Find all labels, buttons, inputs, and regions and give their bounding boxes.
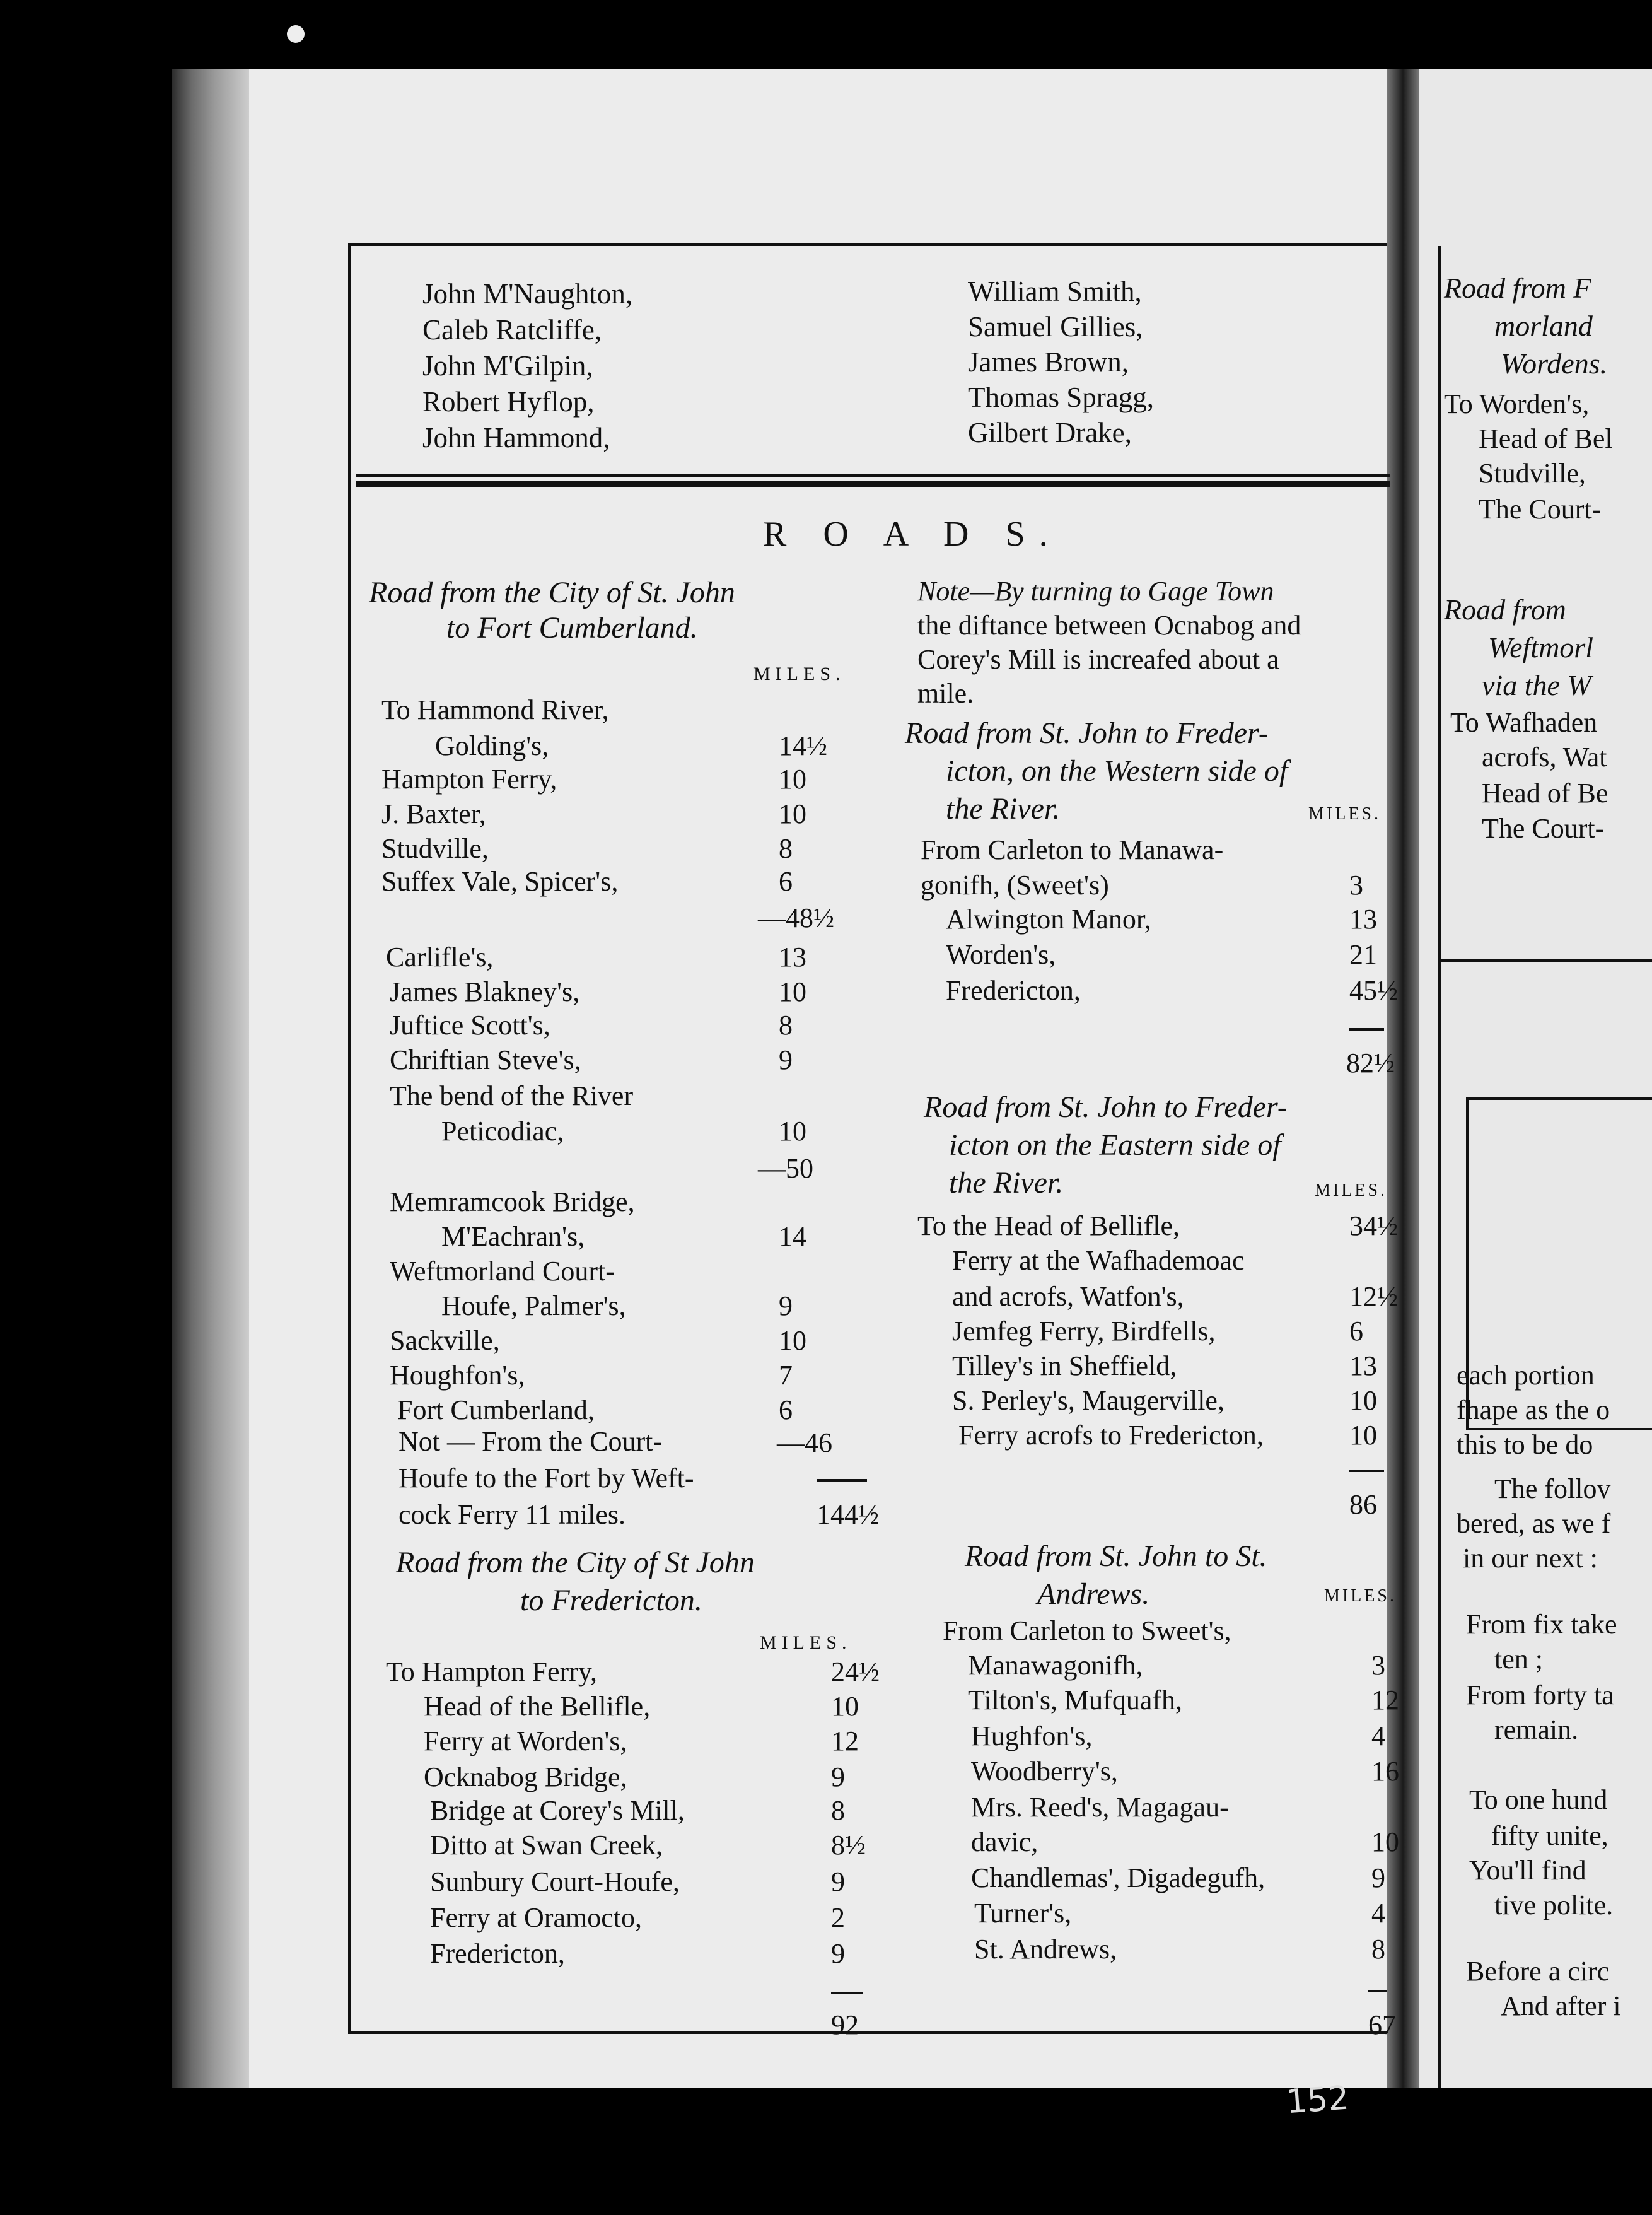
road-place: Tilton's, Mufquafh, bbox=[968, 1685, 1183, 1715]
name: John M'Gilpin, bbox=[422, 350, 593, 382]
miles-value: 24½ bbox=[831, 1656, 880, 1687]
next-page-text: remain. bbox=[1494, 1714, 1579, 1745]
miles-value: 8½ bbox=[831, 1830, 866, 1861]
miles-label: MILES. bbox=[1315, 1181, 1387, 1200]
road-heading: the River. bbox=[946, 792, 1061, 826]
road-place: Sunbury Court-Houfe, bbox=[430, 1866, 680, 1897]
road-place: Ocknabog Bridge, bbox=[424, 1762, 627, 1792]
miles-value: 3 bbox=[1349, 870, 1363, 901]
miles-label: MILES. bbox=[753, 663, 846, 684]
road-place: Ferry acrofs to Fredericton, bbox=[958, 1420, 1264, 1451]
road-note: Corey's Mill is increafed about a bbox=[917, 644, 1279, 675]
road-place: Juftice Scott's, bbox=[390, 1010, 550, 1041]
road-place: M'Eachran's, bbox=[441, 1221, 585, 1252]
road-place: To Hampton Ferry, bbox=[386, 1656, 598, 1687]
road-place: Bridge at Corey's Mill, bbox=[430, 1795, 685, 1826]
road-place: S. Perley's, Maugerville, bbox=[952, 1385, 1224, 1416]
next-page-text: From forty ta bbox=[1466, 1680, 1614, 1710]
double-rule-top bbox=[356, 474, 1390, 477]
road-note: mile. bbox=[917, 678, 974, 709]
miles-label: MILES. bbox=[1308, 804, 1381, 824]
miles-value: 10 bbox=[779, 976, 806, 1007]
road-note: Note—By turning to Gage Town bbox=[917, 576, 1274, 607]
road-place: Studville, bbox=[381, 833, 489, 864]
total-value: 67 bbox=[1368, 2009, 1396, 2040]
miles-value: 10 bbox=[779, 764, 806, 795]
miles-value: 9 bbox=[779, 1044, 793, 1075]
miles-value: 4 bbox=[1371, 1721, 1385, 1751]
road-heading: Road from St. John to Freder- bbox=[905, 716, 1269, 750]
road-place: Carlifle's, bbox=[386, 942, 494, 973]
miles-value: 13 bbox=[779, 942, 806, 973]
next-page-text: The Court- bbox=[1479, 494, 1602, 525]
road-place: Suffex Vale, Spicer's, bbox=[381, 866, 619, 897]
miles-value: 6 bbox=[779, 1394, 793, 1425]
next-page-text: To Wafhaden bbox=[1450, 707, 1598, 738]
road-place: The bend of the River bbox=[390, 1080, 634, 1111]
name: Robert Hyflop, bbox=[422, 386, 595, 418]
miles-value: 6 bbox=[1349, 1316, 1363, 1347]
next-page-text: this to be do bbox=[1457, 1429, 1593, 1460]
total-value: 92 bbox=[831, 2009, 859, 2040]
name: James Brown, bbox=[968, 346, 1129, 378]
road-place: Ferry at the Wafhademoac bbox=[952, 1245, 1245, 1276]
next-page-text: Before a circ bbox=[1466, 1956, 1610, 1987]
road-place: Hughfon's, bbox=[971, 1721, 1093, 1751]
miles-value: 14 bbox=[779, 1221, 806, 1252]
road-heading: icton, on the Western side of bbox=[946, 754, 1288, 788]
road-place: Woodberry's, bbox=[971, 1756, 1118, 1787]
miles-value: 9 bbox=[1371, 1862, 1385, 1893]
road-place: Ditto at Swan Creek, bbox=[430, 1830, 663, 1861]
miles-value: 7 bbox=[779, 1360, 793, 1391]
next-page-text: tive polite. bbox=[1494, 1890, 1614, 1920]
road-place: Alwington Manor, bbox=[946, 904, 1151, 935]
sum-rule bbox=[1349, 1470, 1384, 1472]
road-place: Fredericton, bbox=[430, 1938, 565, 1969]
road-note: Not — From the Court- bbox=[398, 1426, 662, 1457]
sum-rule bbox=[1368, 1990, 1387, 1992]
road-place: From Carleton to Manawa- bbox=[921, 834, 1224, 865]
miles-value: 4 bbox=[1371, 1898, 1385, 1929]
road-place: gonifh, (Sweet's) bbox=[921, 870, 1109, 901]
section-title: R O A D S. bbox=[763, 515, 1062, 554]
miles-value: 8 bbox=[779, 833, 793, 864]
road-heading: Road from St. John to Freder- bbox=[924, 1090, 1288, 1124]
road-place: J. Baxter, bbox=[381, 798, 486, 829]
road-place: From Carleton to Sweet's, bbox=[943, 1615, 1231, 1646]
road-place: To the Head of Bellifle, bbox=[917, 1210, 1180, 1241]
subtotal-value: —50 bbox=[758, 1153, 813, 1184]
next-page-text: fifty unite, bbox=[1491, 1820, 1608, 1851]
miles-value: 13 bbox=[1349, 1350, 1377, 1381]
miles-value: 6 bbox=[779, 866, 793, 897]
miles-value: 10 bbox=[779, 798, 806, 829]
next-page-text: bered, as we f bbox=[1457, 1508, 1611, 1539]
road-place: Turner's, bbox=[974, 1898, 1072, 1929]
next-page-text: acrofs, Wat bbox=[1482, 742, 1607, 773]
road-place: James Blakney's, bbox=[390, 976, 580, 1007]
next-page-text: To Worden's, bbox=[1444, 389, 1590, 419]
road-place: and acrofs, Watfon's, bbox=[952, 1281, 1184, 1312]
road-place: Worden's, bbox=[946, 939, 1056, 970]
miles-value: 10 bbox=[1349, 1385, 1377, 1416]
next-page-text: You'll find bbox=[1469, 1855, 1586, 1886]
road-place: Ferry at Worden's, bbox=[424, 1726, 627, 1756]
road-heading: icton on the Eastern side of bbox=[949, 1128, 1281, 1162]
road-place: Memramcook Bridge, bbox=[390, 1186, 635, 1217]
miles-value: 9 bbox=[779, 1290, 793, 1321]
next-page-text: Studville, bbox=[1479, 458, 1586, 489]
next-page-text: Head of Bel bbox=[1479, 423, 1613, 454]
miles-value: 10 bbox=[779, 1116, 806, 1147]
next-page-frame bbox=[1438, 246, 1441, 2088]
miles-value: 34½ bbox=[1349, 1210, 1398, 1241]
road-heading: the River. bbox=[949, 1166, 1064, 1200]
miles-value: 21 bbox=[1349, 939, 1377, 970]
sum-rule bbox=[831, 1992, 863, 1994]
next-page-text: ten ; bbox=[1494, 1644, 1543, 1674]
sum-rule bbox=[1349, 1028, 1384, 1031]
road-place: Jemfeg Ferry, Birdfells, bbox=[952, 1316, 1216, 1347]
miles-value: 12½ bbox=[1349, 1281, 1398, 1312]
road-heading: Road from the City of St. John bbox=[369, 576, 735, 609]
miles-value: 13 bbox=[1349, 904, 1377, 935]
miles-value: 8 bbox=[1371, 1934, 1385, 1965]
next-page-text: Head of Be bbox=[1482, 778, 1608, 809]
miles-value: 10 bbox=[831, 1691, 859, 1722]
road-note: Houfe to the Fort by Weft- bbox=[398, 1463, 694, 1493]
road-note: the diftance between Ocnabog and bbox=[917, 610, 1301, 641]
road-place: Sackville, bbox=[390, 1325, 500, 1356]
road-place: Mrs. Reed's, Magagau- bbox=[971, 1792, 1229, 1823]
miles-value: 10 bbox=[779, 1325, 806, 1356]
miles-label: MILES. bbox=[1324, 1586, 1397, 1606]
road-place: Houghfon's, bbox=[390, 1360, 525, 1391]
road-place: davic, bbox=[971, 1826, 1038, 1857]
next-page-heading: Road from bbox=[1444, 593, 1566, 626]
next-page-text: The follov bbox=[1494, 1473, 1611, 1504]
miles-value: 2 bbox=[831, 1902, 845, 1933]
name: Thomas Spragg, bbox=[968, 382, 1154, 413]
double-rule-bottom bbox=[356, 481, 1390, 487]
corner-mark bbox=[287, 25, 305, 43]
subtotal-value: —48½ bbox=[758, 903, 834, 933]
name: John M'Naughton, bbox=[422, 278, 633, 310]
next-page-text: The Court- bbox=[1482, 813, 1605, 844]
next-page-text: each portion bbox=[1457, 1360, 1595, 1391]
miles-value: 8 bbox=[779, 1010, 793, 1041]
road-heading: Andrews. bbox=[1037, 1577, 1150, 1611]
name: William Smith, bbox=[968, 276, 1142, 307]
road-note: cock Ferry 11 miles. bbox=[398, 1499, 626, 1530]
miles-value: 9 bbox=[831, 1762, 845, 1792]
next-page-heading: Wordens. bbox=[1501, 348, 1608, 380]
road-place: Fredericton, bbox=[946, 975, 1081, 1006]
next-page-heading: Weftmorl bbox=[1488, 631, 1593, 663]
miles-value: 16 bbox=[1371, 1756, 1399, 1787]
road-heading: to Fredericton. bbox=[520, 1584, 702, 1617]
miles-value: 10 bbox=[1349, 1420, 1377, 1451]
sum-rule bbox=[817, 1479, 867, 1482]
road-place: Golding's, bbox=[435, 730, 549, 761]
name: Samuel Gillies, bbox=[968, 311, 1143, 342]
road-place: Chriftian Steve's, bbox=[390, 1044, 581, 1075]
road-place: St. Andrews, bbox=[974, 1934, 1117, 1965]
road-heading: Road from St. John to St. bbox=[965, 1540, 1267, 1573]
road-place: Fort Cumberland, bbox=[397, 1394, 595, 1425]
total-value: 82½ bbox=[1346, 1048, 1395, 1078]
road-place: Houfe, Palmer's, bbox=[441, 1290, 626, 1321]
name: Gilbert Drake, bbox=[968, 417, 1132, 448]
miles-value: 12 bbox=[831, 1726, 859, 1756]
miles-value: 14½ bbox=[779, 730, 827, 761]
miles-value: 9 bbox=[831, 1938, 845, 1969]
road-place: Chandlemas', Digadegufh, bbox=[971, 1862, 1265, 1893]
next-page-text: To one hund bbox=[1469, 1784, 1608, 1815]
handwritten-page-number: 152 bbox=[1285, 2079, 1351, 2122]
road-place: Peticodiac, bbox=[441, 1116, 564, 1147]
total-value: 144½ bbox=[817, 1499, 879, 1530]
road-place: To Hammond River, bbox=[381, 694, 609, 725]
miles-value: 45½ bbox=[1349, 975, 1398, 1006]
road-place: Weftmorland Court- bbox=[390, 1256, 615, 1287]
road-place: Head of the Bellifle, bbox=[424, 1691, 651, 1722]
road-place: Ferry at Oramocto, bbox=[430, 1902, 642, 1933]
next-page-rule bbox=[1438, 959, 1652, 962]
next-page-heading: morland bbox=[1494, 310, 1593, 342]
next-page-text: fhape as the o bbox=[1457, 1394, 1610, 1425]
road-place: Hampton Ferry, bbox=[381, 764, 557, 795]
road-place: Tilley's in Sheffield, bbox=[952, 1350, 1177, 1381]
next-page-text: And after i bbox=[1501, 1990, 1621, 2021]
miles-label: MILES. bbox=[760, 1632, 852, 1653]
next-page-heading: via the W bbox=[1482, 669, 1591, 701]
total-value: 86 bbox=[1349, 1489, 1377, 1520]
miles-value: 8 bbox=[831, 1795, 845, 1826]
next-page bbox=[1419, 69, 1652, 2088]
subtotal-value: —46 bbox=[777, 1427, 832, 1458]
name: Caleb Ratcliffe, bbox=[422, 314, 602, 346]
name: John Hammond, bbox=[422, 422, 610, 453]
miles-value: 12 bbox=[1371, 1685, 1399, 1715]
road-place: Manawagonifh, bbox=[968, 1650, 1143, 1681]
road-heading: Road from the City of St John bbox=[396, 1546, 755, 1579]
miles-value: 9 bbox=[831, 1866, 845, 1897]
miles-value: 10 bbox=[1371, 1826, 1399, 1857]
miles-value: 3 bbox=[1371, 1650, 1385, 1681]
next-page-text: From fix take bbox=[1466, 1609, 1617, 1640]
next-page-heading: Road from F bbox=[1444, 272, 1591, 304]
next-page-text: in our next : bbox=[1463, 1543, 1598, 1574]
book-binding bbox=[172, 69, 250, 2088]
road-heading: to Fort Cumberland. bbox=[446, 611, 698, 645]
